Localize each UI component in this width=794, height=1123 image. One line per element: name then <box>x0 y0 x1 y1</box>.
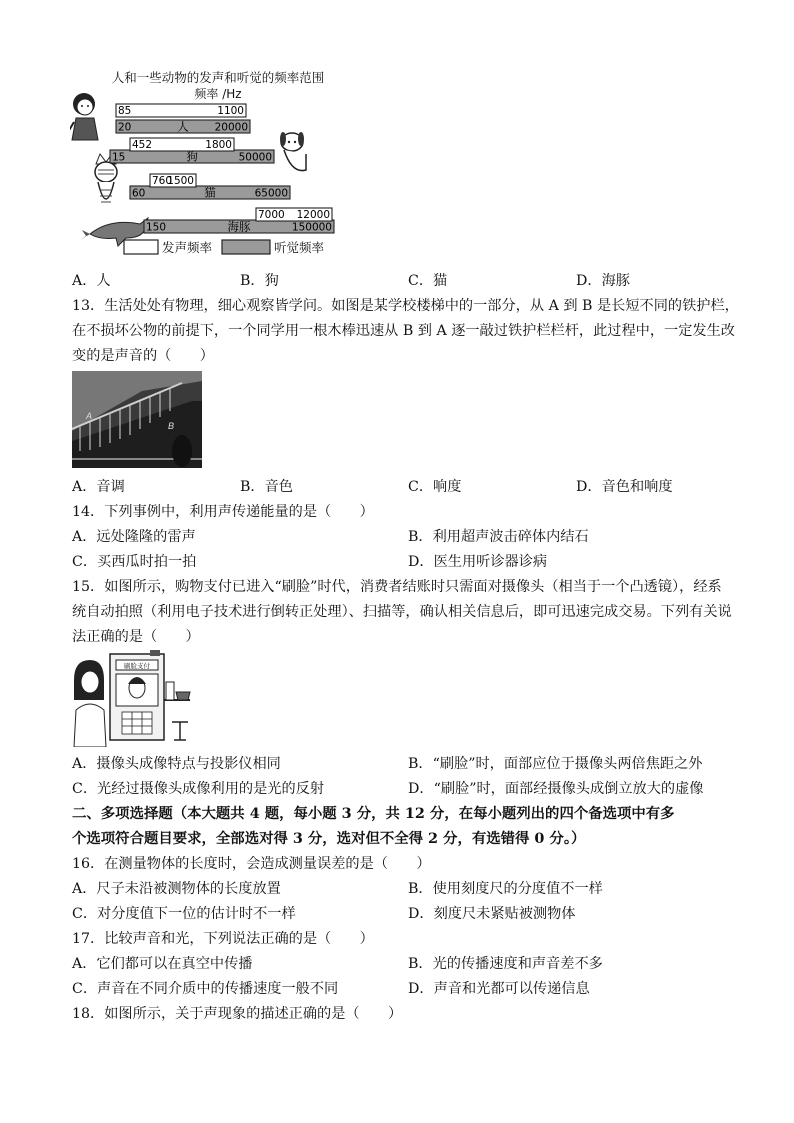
q13-option-b[interactable]: B．音色 <box>240 479 293 495</box>
kiosk-screen-label: 刷脸支付 <box>124 662 150 670</box>
q12-option-b[interactable]: B．狗 <box>240 273 279 289</box>
q15-option-b[interactable]: B．“刷脸”时，面部应位于摄像头两倍焦距之外 <box>408 756 703 772</box>
q15-stem-line1: 15．如图所示，购物支付已进入“刷脸”时代，消费者结账时只需面对摄像头（相当于一个凸透镜），经系 <box>72 579 722 595</box>
q14-option-c[interactable]: C．买西瓜时拍一拍 <box>72 554 197 570</box>
woman-icon <box>74 660 106 747</box>
legend-hear-swatch <box>222 240 270 254</box>
q17-option-b[interactable]: B．光的传播速度和声音差不多 <box>408 956 603 972</box>
section2-heading-line2: 个选项符合题目要求，全部选对得 3 分，选对但不全得 2 分，有选错得 0 分。） <box>72 830 586 847</box>
photo-label-b: B <box>168 421 175 431</box>
chart-legend <box>124 240 325 255</box>
emit-high-label-2: 1500 <box>167 175 194 187</box>
q16-option-b[interactable]: B．使用刻度尺的分度值不一样 <box>408 881 603 897</box>
stair-railing-photo <box>72 371 202 468</box>
emit-low-label-3: 7000 <box>258 209 285 221</box>
hear-low-label-2: 60 <box>132 187 146 200</box>
category-label-1: 狗 <box>186 149 198 164</box>
legend-emit-label: 发声频率 <box>162 240 213 255</box>
dog-icon <box>280 132 306 171</box>
emit-low-label-0: 85 <box>118 105 132 117</box>
chart-title: 人和一些动物的发声和听觉的频率范围 <box>111 70 325 85</box>
q17-option-a[interactable]: A．它们都可以在真空中传播 <box>72 956 253 972</box>
q13-option-c[interactable]: C．响度 <box>408 479 462 495</box>
q16-stem: 16．在测量物体的长度时，会造成测量误差的是（ ） <box>72 856 431 872</box>
q13-stem-line3: 变的是声音的（ ） <box>72 348 214 364</box>
q16-option-c[interactable]: C．对分度值下一位的估计时不一样 <box>72 906 296 922</box>
legend-hear-label: 听觉频率 <box>274 240 325 255</box>
q14-option-d[interactable]: D．医生用听诊器诊病 <box>408 554 548 570</box>
hear-high-label-0: 20000 <box>214 121 248 134</box>
q13-option-d[interactable]: D．音色和响度 <box>576 479 673 495</box>
counter-items <box>164 682 190 740</box>
q13-stem-line1: 13．生活处处有物理，细心观察皆学问。如图是某学校楼梯中的一部分，从 A 到 B 是长短不同的铁护栏， <box>72 298 739 314</box>
category-label-2: 猫 <box>204 185 216 200</box>
category-label-0: 人 <box>177 119 189 134</box>
q16-option-d[interactable]: D．刻度尺未紧贴被测物体 <box>408 906 576 922</box>
q15-option-d[interactable]: D．“刷脸”时，面部经摄像头成倒立放大的虚像 <box>408 781 704 797</box>
hear-high-label-3: 150000 <box>291 221 332 234</box>
q15-stem-line3: 法正确的是（ ） <box>72 629 200 645</box>
q13-option-a[interactable]: A．音调 <box>72 479 125 495</box>
q18-stem: 18．如图所示，关于声现象的描述正确的是（ ） <box>72 1006 403 1022</box>
q17-option-d[interactable]: D．声音和光都可以传递信息 <box>408 981 590 997</box>
emit-high-label-3: 12000 <box>296 209 330 221</box>
hear-low-label-0: 20 <box>118 121 132 134</box>
emit-low-label-1: 452 <box>132 139 153 151</box>
face-payment-illustration <box>72 650 192 747</box>
q14-option-a[interactable]: A．远处隆隆的雷声 <box>72 529 196 545</box>
emit-high-label-1: 1800 <box>205 139 232 151</box>
payment-kiosk <box>110 650 164 740</box>
girl-icon <box>70 93 98 140</box>
chart-unit: 频率 /Hz <box>194 87 242 101</box>
q16-option-a[interactable]: A．尺子未沿被测物体的长度放置 <box>72 881 281 897</box>
q17-option-c[interactable]: C．声音在不同介质中的传播速度一般不同 <box>72 981 339 997</box>
hear-high-label-2: 65000 <box>254 187 288 200</box>
q15-option-c[interactable]: C．光经过摄像头成像利用的是光的反射 <box>72 781 325 797</box>
q15-stem-line2: 统自动拍照（利用电子技术进行倒转正处理）、扫描等，确认相关信息后，即可迅速完成交易。下列有关说 <box>72 604 732 620</box>
q14-option-b[interactable]: B．利用超声波击碎体内结石 <box>408 529 589 545</box>
emit-low-label-2: 760 <box>152 175 173 187</box>
hear-high-label-1: 50000 <box>238 151 272 164</box>
q14-stem: 14．下列事例中，利用声传递能量的是（ ） <box>72 504 374 520</box>
q15-option-a[interactable]: A．摄像头成像特点与投影仪相同 <box>72 756 281 772</box>
q13-stem-line2: 在不损坏公物的前提下，一个同学用一根木棒迅速从 B 到 A 逐一敲过铁护栏栏杆，此过程中，一定发生改 <box>72 323 735 339</box>
hear-low-label-3: 150 <box>146 221 167 234</box>
q12-option-d[interactable]: D．海豚 <box>576 273 630 289</box>
legend-emit-swatch <box>124 240 158 254</box>
category-label-3: 海豚 <box>227 219 251 234</box>
q12-option-a[interactable]: A．人 <box>72 273 111 289</box>
photo-label-a: A <box>86 411 93 421</box>
q12-option-c[interactable]: C．猫 <box>408 273 448 289</box>
frequency-chart <box>70 66 340 262</box>
emit-high-label-0: 1100 <box>217 105 244 117</box>
hear-low-label-1: 15 <box>112 151 126 164</box>
section2-heading-line1: 二、多项选择题（本大题共 4 题，每小题 3 分，共 12 分，在每小题列出的四个备选项中有多 <box>72 805 675 822</box>
q17-stem: 17．比较声音和光，下列说法正确的是（ ） <box>72 931 374 947</box>
frequency-range-figure <box>70 66 340 262</box>
